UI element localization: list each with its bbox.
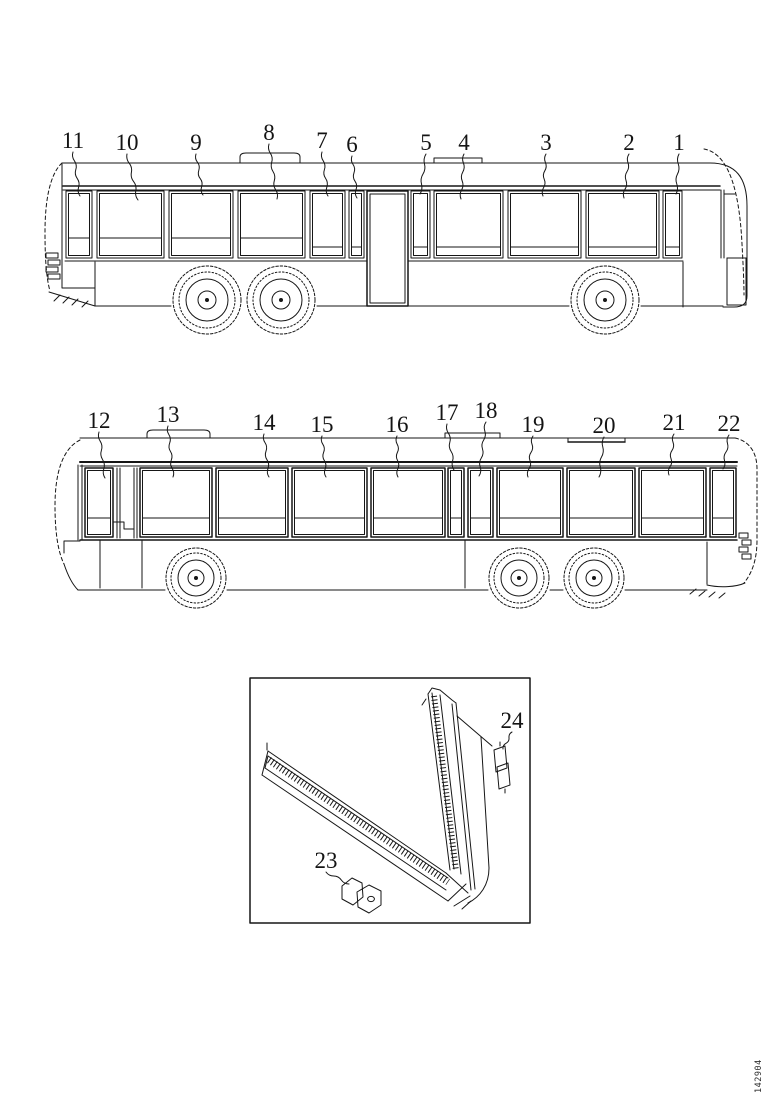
front-door-edge	[721, 190, 735, 258]
callout-label-7: 7	[316, 128, 328, 153]
view2-wheels	[166, 548, 624, 608]
callout-label-2: 2	[623, 130, 635, 155]
callout-label-14: 14	[252, 410, 276, 435]
detail-box-border	[250, 678, 530, 923]
side-view-1	[45, 149, 747, 334]
wheel	[166, 548, 226, 608]
callout-leader-4	[460, 154, 464, 199]
callout-label-15: 15	[310, 412, 334, 437]
window-pane-22	[710, 468, 736, 537]
callout-label-16: 16	[385, 412, 409, 437]
callout-label-18: 18	[474, 398, 498, 423]
rear-outline-dashed	[735, 438, 757, 583]
a-pillar	[78, 465, 82, 540]
callout-label-9: 9	[190, 130, 202, 155]
window-pane-21	[639, 468, 706, 537]
rail-hatching	[269, 760, 448, 882]
window-pane-14	[216, 468, 288, 537]
window-pane-18	[468, 468, 493, 537]
side-view-2	[55, 430, 757, 608]
window-pane-5	[411, 191, 430, 258]
window-pane-16	[371, 468, 445, 537]
roof-hatch-2	[445, 433, 500, 438]
callout-label-21: 21	[662, 410, 686, 435]
callout-label-20: 20	[592, 413, 616, 438]
panel-joints	[100, 540, 465, 588]
roof-hatch-1	[147, 430, 210, 438]
panel-joints	[95, 262, 683, 307]
front-outline-dashed	[55, 440, 80, 564]
roof-hatch-1	[240, 153, 300, 163]
callout-label-19: 19	[521, 412, 545, 437]
window-pane-4	[434, 191, 503, 258]
wheel	[173, 266, 241, 334]
hub-center	[205, 298, 209, 302]
window-pane-3	[508, 191, 581, 258]
callout-label-23: 23	[314, 848, 338, 873]
rear-vent-grille	[46, 253, 60, 279]
callout-leader-7	[321, 152, 328, 196]
callout-label-6: 6	[346, 132, 358, 157]
callout-label-1: 1	[673, 130, 685, 155]
part-24-bracket	[494, 742, 510, 793]
callout-label-24: 24	[500, 708, 524, 733]
callouts-view1	[62, 120, 685, 200]
window-pane-9	[169, 191, 233, 258]
callout-leader-12	[98, 432, 105, 478]
wheel	[489, 548, 549, 608]
detail-view	[250, 678, 530, 923]
wheel	[571, 266, 639, 334]
hub-center	[603, 298, 607, 302]
view1-windows	[66, 191, 682, 258]
window-pane-1	[663, 191, 682, 258]
callout-leader-6	[351, 156, 357, 198]
window-pane-10	[97, 191, 164, 258]
callout-leader-21	[668, 434, 674, 475]
hub-center	[194, 576, 198, 580]
window-pane-13	[140, 468, 212, 537]
center-door	[367, 191, 408, 306]
callout-label-3: 3	[540, 130, 552, 155]
callout-label-17: 17	[435, 400, 459, 425]
view1-wheels	[173, 266, 639, 334]
callout-leader-9	[195, 154, 203, 195]
window-side-pillar	[422, 688, 492, 909]
rear-vent-grille	[739, 533, 751, 559]
window-pane-12	[85, 468, 113, 537]
front-door-bay	[113, 468, 137, 538]
callout-label-4: 4	[458, 130, 470, 155]
callout-leader-23	[326, 872, 349, 884]
callout-leader-11	[72, 152, 80, 196]
window-pane-17	[448, 468, 464, 537]
callouts-detail	[315, 708, 525, 884]
window-pane-19	[497, 468, 563, 537]
callout-leader-17	[446, 424, 454, 470]
callout-label-10: 10	[115, 130, 139, 155]
window-pane-15	[292, 468, 367, 537]
rear-bottom-line	[707, 583, 745, 587]
callout-label-12: 12	[87, 408, 111, 433]
window-pane-20	[567, 468, 635, 537]
callout-leader-22	[723, 435, 729, 469]
roof-hatch-2	[434, 158, 482, 163]
callout-label-8: 8	[263, 120, 275, 145]
hub-center	[517, 576, 521, 580]
drawing-number: 142904	[754, 1059, 764, 1093]
callout-label-22: 22	[717, 411, 741, 436]
callout-label-5: 5	[420, 130, 432, 155]
pillar-hatching	[434, 696, 456, 871]
rear-ground-ticks	[54, 295, 88, 307]
wheel	[564, 548, 624, 608]
front-lower-curve	[64, 564, 78, 590]
window-pane-8	[238, 191, 305, 258]
window-pane-7	[310, 191, 345, 258]
view2-windows	[85, 468, 736, 537]
callout-leader-13	[167, 426, 173, 477]
window-pane-6	[349, 191, 364, 258]
front-step	[64, 541, 80, 553]
part-23-clip	[342, 878, 381, 913]
callout-leader-1	[676, 154, 679, 194]
hub-center	[592, 576, 596, 580]
callout-label-11: 11	[61, 128, 85, 153]
callout-leader-5	[420, 154, 426, 194]
callout-label-13: 13	[156, 402, 180, 427]
window-pane-2	[586, 191, 659, 258]
hub-center	[279, 298, 283, 302]
wheel	[247, 266, 315, 334]
window-pane-11	[66, 191, 92, 258]
window-bottom-rail	[262, 743, 448, 901]
